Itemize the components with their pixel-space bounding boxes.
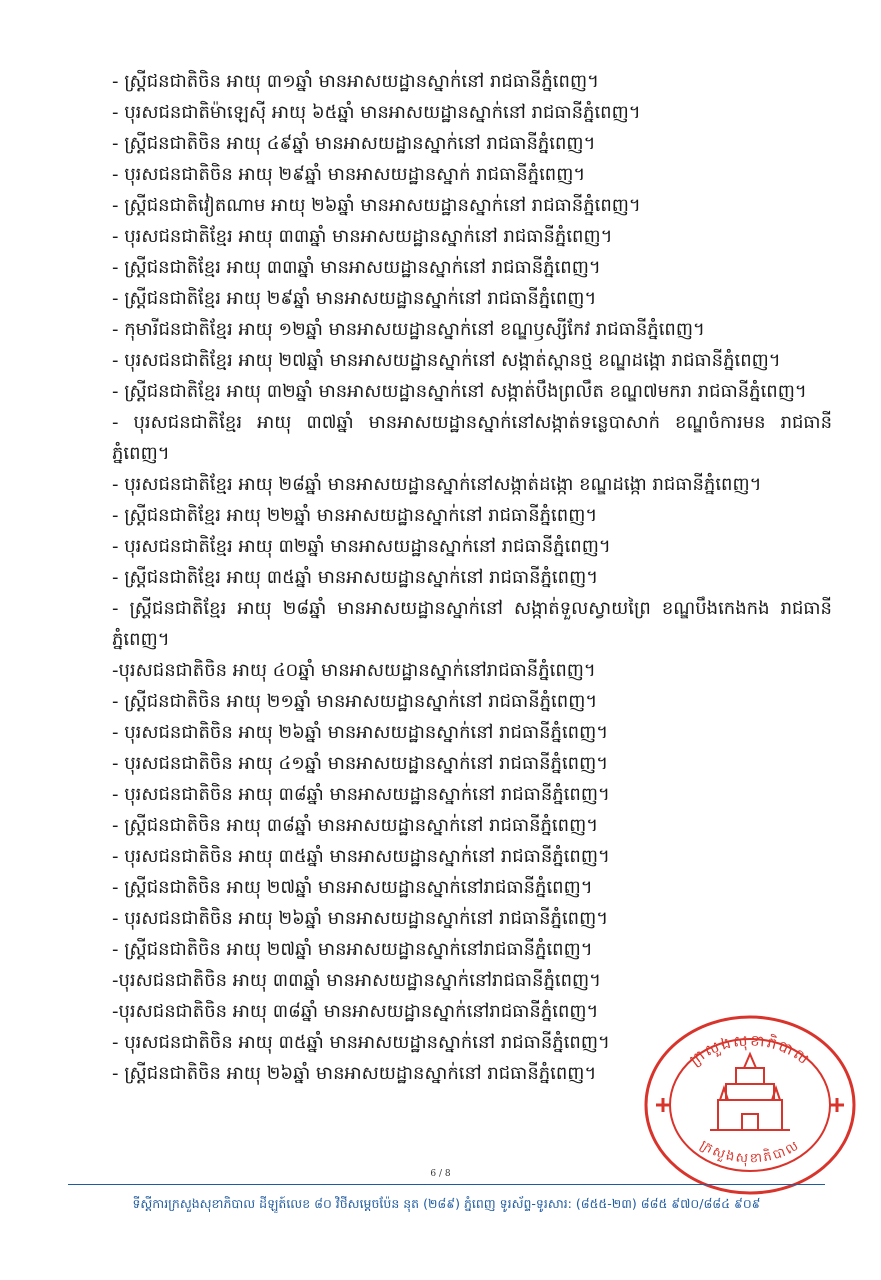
list-item: - បុរសជនជាតិចិន អាយុ ៤១ឆ្នាំ មានអាសយដ្ឋានស្នាក់នៅ រាជធានីភ្នំពេញ។ (112, 753, 609, 774)
list-item: - ស្ត្រីជនជាតិចិន អាយុ ២៦ឆ្នាំ មានអាសយដ្ឋានស្នាក់នៅ រាជធានីភ្នំពេញ។ (112, 1063, 597, 1084)
seal-text-bottom: ក្រសួងសុខាភិបាល (697, 1137, 803, 1167)
list-item: - បុរសជនជាតិខ្មែរ អាយុ ៣៣ឆ្នាំ មានអាសយដ្ឋានស្នាក់នៅ រាជធានីភ្នំពេញ។ (112, 226, 613, 247)
list-item: - បុរសជនជាតិចិន អាយុ ២៦ឆ្នាំ មានអាសយដ្ឋានស្នាក់នៅ រាជធានីភ្នំពេញ។ (112, 722, 609, 743)
list-item: -បុរសជនជាតិចិន អាយុ ៣៣ឆ្នាំ មានអាសយដ្ឋានស្នាក់នៅរាជធានីភ្នំពេញ។ (112, 970, 602, 991)
list-item: - ស្ត្រីជនជាតិខ្មែរ អាយុ ៣២ឆ្នាំ មានអាសយដ្ឋានស្នាក់នៅ សង្កាត់បឹងព្រលឹត ខណ្ឌ៧មករា រាជធានីភ្នំពេញ។ (112, 381, 807, 402)
list-item: - ស្ត្រីជនជាតិវៀតណាម អាយុ ២៦ឆ្នាំ មានអាសយដ្ឋានស្នាក់នៅ រាជធានីភ្នំពេញ។ (112, 195, 641, 216)
list-item: - ស្ត្រីជនជាតិចិន អាយុ ៣១ឆ្នាំ មានអាសយដ្ឋានស្នាក់នៅ រាជធានីភ្នំពេញ។ (112, 71, 599, 92)
list-item: -បុរសជនជាតិចិន អាយុ ៤០ឆ្នាំ មានអាសយដ្ឋានស្នាក់នៅរាជធានីភ្នំពេញ។ (112, 660, 596, 681)
footer-address: ទីស្តីការក្រសួងសុខាភិបាល ដីឡូត៍លេខ ៨០ វិថីសម្តេចប៉ែន នុត (២៨៩) ភ្នំពេញ ទូរស័ព្ទ-ទូរសារ: (៨៥៥-២៣) ៨៨៥ ៩៧០/៨៨៤ ៩០៩ (132, 1196, 761, 1211)
page-number: 6 / 8 (430, 1169, 451, 1179)
list-item: - បុរសជនជាតិខ្មែរ អាយុ ៣២ឆ្នាំ មានអាសយដ្ឋានស្នាក់នៅ រាជធានីភ្នំពេញ។ (112, 536, 611, 557)
list-item: - ស្ត្រីជនជាតិចិន អាយុ ២១ឆ្នាំ មានអាសយដ្ឋានស្នាក់នៅ រាជធានីភ្នំពេញ។ (112, 691, 598, 712)
list-item: - បុរសជនជាតិខ្មែរ អាយុ ២៨ឆ្នាំ មានអាសយដ្ឋានស្នាក់នៅសង្កាត់ដង្កោ ខណ្ឌដង្កោ រាជធានីភ្នំពេញ។ (112, 474, 762, 495)
list-item: - ស្ត្រីជនជាតិខ្មែរ អាយុ ២៨ឆ្នាំ មានអាសយដ្ឋានស្នាក់នៅ សង្កាត់ទួលស្វាយព្រៃ ខណ្ឌបឹងកេងកង រាជធានីភ្នំពេញ។ (112, 598, 832, 650)
list-item: - ស្ត្រីជនជាតិចិន អាយុ ២៧ឆ្នាំ មានអាសយដ្ឋានស្នាក់នៅរាជធានីភ្នំពេញ។ (112, 939, 593, 960)
list-item: - បុរសជនជាតិចិន អាយុ ២៦ឆ្នាំ មានអាសយដ្ឋានស្នាក់នៅ រាជធានីភ្នំពេញ។ (112, 908, 609, 929)
list-item: - ស្ត្រីជនជាតិចិន អាយុ ៣៨ឆ្នាំ មានអាសយដ្ឋានស្នាក់នៅ រាជធានីភ្នំពេញ។ (112, 815, 599, 836)
list-item: -បុរសជនជាតិចិន អាយុ ៣៨ឆ្នាំ មានអាសយដ្ឋានស្នាក់នៅរាជធានីភ្នំពេញ។ (112, 1001, 599, 1022)
list-item: - ស្ត្រីជនជាតិខ្មែរ អាយុ ៣៣ឆ្នាំ មានអាសយដ្ឋានស្នាក់នៅ រាជធានីភ្នំពេញ។ (112, 257, 601, 278)
list-item: - បុរសជនជាតិចិន អាយុ ២៩ឆ្នាំ មានអាសយដ្ឋានស្នាក់ រាជធានីភ្នំពេញ។ (112, 164, 586, 185)
list-item: - បុរសជនជាតិចិន អាយុ ៣៥ឆ្នាំ មានអាសយដ្ឋានស្នាក់នៅ រាជធានីភ្នំពេញ។ (112, 1032, 610, 1053)
list-item: - ស្ត្រីជនជាតិចិន អាយុ ២៧ឆ្នាំ មានអាសយដ្ឋានស្នាក់នៅរាជធានីភ្នំពេញ។ (112, 877, 593, 898)
case-list (112, 66, 832, 1089)
list-item: - បុរសជនជាតិចិន អាយុ ៣៨ឆ្នាំ មានអាសយដ្ឋានស្នាក់នៅ រាជធានីភ្នំពេញ។ (112, 784, 610, 805)
list-item: - កុមារីជនជាតិខ្មែរ អាយុ ១២ឆ្នាំ មានអាសយដ្ឋានស្នាក់នៅ ខណ្ឌឫស្សីកែវ រាជធានីភ្នំពេញ។ (112, 319, 705, 340)
list-item: - បុរសជនជាតិចិន អាយុ ៣៥ឆ្នាំ មានអាសយដ្ឋានស្នាក់នៅ រាជធានីភ្នំពេញ។ (112, 846, 610, 867)
list-item: - បុរសជនជាតិម៉ាឡេស៊ី អាយុ ៦៥ឆ្នាំ មានអាសយដ្ឋានស្នាក់នៅ រាជធានីភ្នំពេញ។ (112, 102, 641, 123)
list-item: - ស្ត្រីជនជាតិខ្មែរ អាយុ ២៩ឆ្នាំ មានអាសយដ្ឋានស្នាក់នៅ រាជធានីភ្នំពេញ។ (112, 288, 597, 309)
footer-divider (68, 1184, 825, 1185)
list-item: - ស្ត្រីជនជាតិខ្មែរ អាយុ ៣៥ឆ្នាំ មានអាសយដ្ឋានស្នាក់នៅ រាជធានីភ្នំពេញ។ (112, 567, 599, 588)
list-item: - ស្ត្រីជនជាតិខ្មែរ អាយុ ២២ឆ្នាំ មានអាសយដ្ឋានស្នាក់នៅ រាជធានីភ្នំពេញ។ (112, 505, 598, 526)
list-item: - បុរសជនជាតិខ្មែរ អាយុ ២៧ឆ្នាំ មានអាសយដ្ឋានស្នាក់នៅ សង្កាត់ស្ពានថ្ម ខណ្ឌដង្កោ រាជធានីភ្នំពេញ។ (112, 350, 781, 371)
list-item: - ស្ត្រីជនជាតិចិន អាយុ ៤៩ឆ្នាំ មានអាសយដ្ឋានស្នាក់នៅ រាជធានីភ្នំពេញ។ (112, 133, 596, 154)
temple-emblem-icon (710, 1054, 790, 1130)
seal-text: ក្រសួងសុខាភិបាល (686, 1031, 814, 1070)
svg-text:ក្រសួងសុខាភិបាល (686, 1031, 814, 1069)
list-item: - បុរសជនជាតិខ្មែរ អាយុ ៣៧ឆ្នាំ មានអាសយដ្ឋានស្នាក់នៅសង្កាត់ទន្លេបាសាក់ ខណ្ឌចំការមន រាជធានីភ្នំពេញ។ (112, 412, 832, 464)
